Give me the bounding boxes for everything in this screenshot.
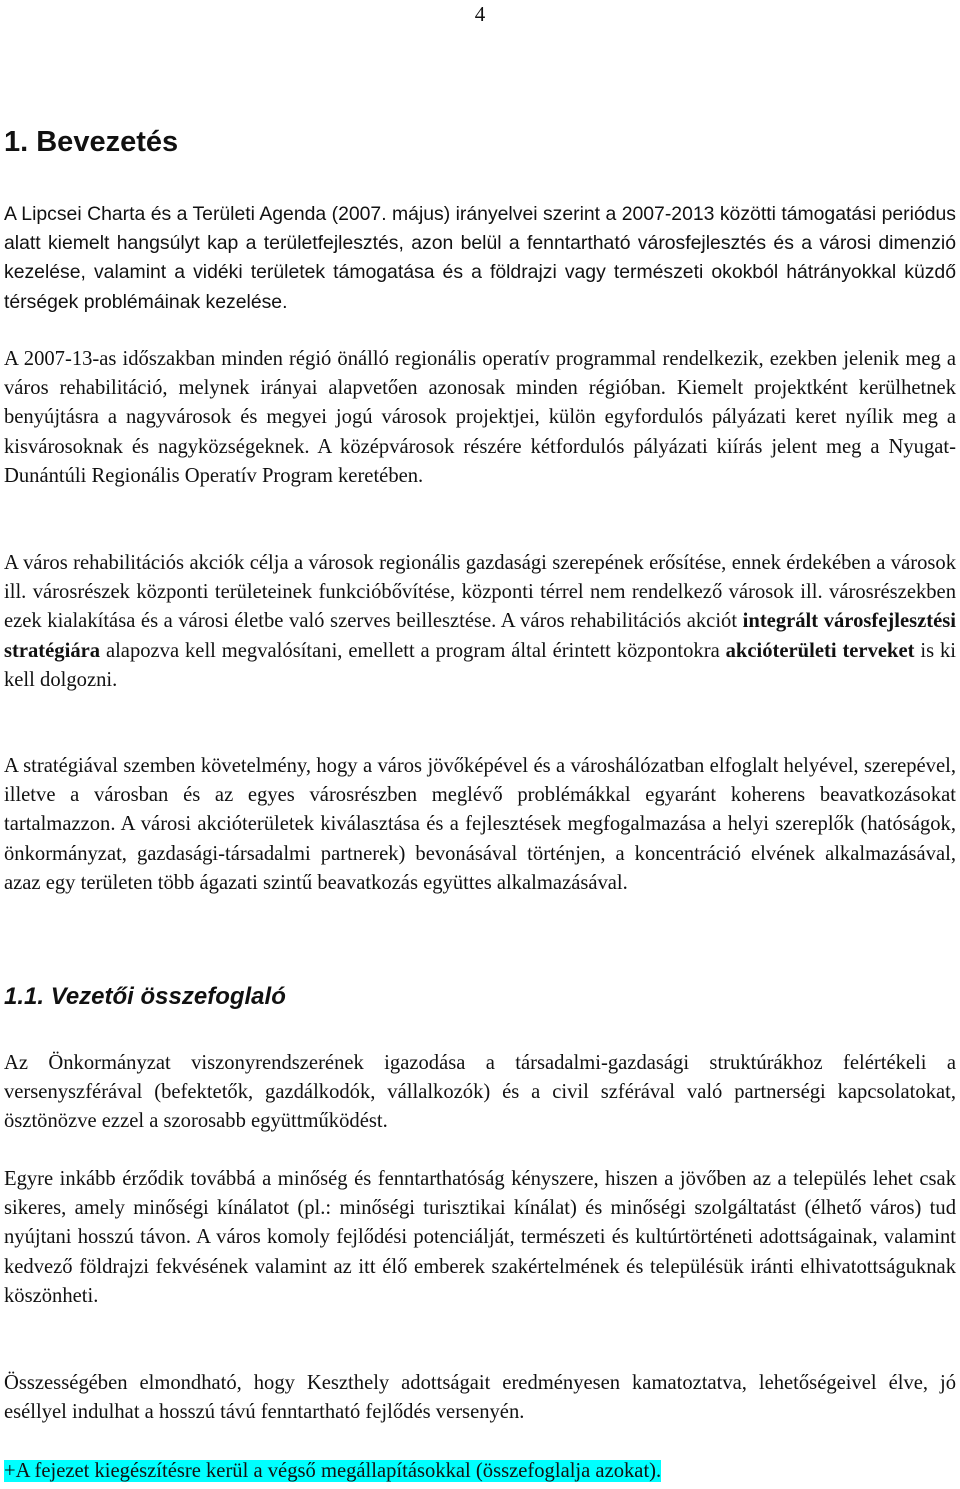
intro-paragraph: A Lipcsei Charta és a Területi Agenda (2007. május) irányelvei szerint a 2007-2013 közötti támogatási periódus alatt kiemelt hangsúlyt kap a területfejlesztés, azon belül a fenntartható városfejlesztés és a városi dimenzió kezelése, valamint a vidéki területek támogatása és a földrajzi vagy természeti okokból hátrányokkal küzdő térségek problémáinak kezelése. [4, 203, 956, 313]
highlighted-note: +A fejezet kiegészítésre kerül a végső megállapításokkal (összefoglalja azokat). [4, 1460, 662, 1482]
quality-paragraph: Egyre inkább érződik továbbá a minőség és fenntarthatóság kényszere, hiszen a jövőben az a település lehet csak sikeres, amely minőségi kínálatot (pl.: minőségi turisztikai kínálat) és minőségi szolgáltatást (élhető város) tud nyújtani hosszú távon. A város komoly fejlődési potenciálját, természeti és kultúrtörténeti adottságainak, valamint kedvező földrajzi fekvésének valamint az itt élő emberek szakértelmének és településük iránti elhivatottságuknak köszönheti. [4, 1168, 956, 1307]
rehab-text-2: alapozva kell megvalósítani, emellett a program által érintett központokra [100, 639, 726, 662]
rehab-text-3: is ki kell dolgozni. [4, 639, 956, 691]
strategy-requirements-paragraph: A stratégiával szemben követelmény, hogy a város jövőképével és a városhálózatban elfoglalt helyével, szerepével, illetve a városban és az egyes városrészben meglévő problémákkal egyaránt koherens beavatkozásokat tartalmazzon. A városi akcióterületek kiválasztása és a fejlesztések megfogalmazása a helyi szereplők (hatóságok, önkormányzat, gazdasági-társadalmi partnerek) bevonásával történjen, a koncentráció elvének alkalmazásával, azaz egy területen több ágazati szintű beavatkozás együttes alkalmazásával. [4, 755, 956, 894]
regional-programs-paragraph: A 2007-13-as időszakban minden régió önálló regionális operatív programmal rendelkezik, ezekben jelenik meg a város rehabilitáció, melynek irányai alapvetően azonosak minden régióban. Kiemelt projektként kerülhetnek benyújtásra a nagyvárosok és megyei jogú városok projektjei, külön egyfordulós pályázati keret nyílik meg a kisvárosoknak és nagyközségeknek. A középvárosok részére kétfordulós pályázati kiírás jelent meg a Nyugat-Dunántúli Regionális Operatív Program keretében. [4, 348, 956, 487]
rehab-bold-plans: akcióterületi terveket [725, 639, 915, 662]
page-number: 4 [474, 2, 486, 26]
note-paragraph [4, 1457, 956, 1486]
rehab-text-1: A város rehabilitációs akciók célja a városok regionális gazdasági szerepének erősítése, ennek érdekében a városok ill. városrészek központi területeinek funkcióbővítése, központi térrel nem rendelkező városok ill. városrészekben ezek kialakítása és a városi életbe való szerves beillesztése. A város rehabilitációs akciót [4, 552, 956, 633]
rehab-bold-strategy: integrált városfejlesztési stratégiára [4, 610, 956, 662]
rehabilitation-goals-paragraph [4, 549, 956, 695]
summary-paragraph: Összességében elmondható, hogy Keszthely adottságait eredményesen kamatoztatva, lehetőségeivel élve, jó eséllyel indulhat a hosszú távú fenntartható fejlődés versenyén. [4, 1372, 956, 1424]
partnership-paragraph: Az Önkormányzat viszonyrendszerének igazodása a társadalmi-gazdasági struktúrákhoz felértékeli a versenyszférával (befektetők, gazdálkodók, vállalkozók) és a civil szférával való partnerségi kapcsolatokat, ösztönözve ezzel a szorosabb együttműködést. [4, 1052, 956, 1133]
chapter-heading: 1. Bevezetés [4, 126, 179, 158]
section-heading: 1.1. Vezetői összefoglaló [4, 983, 286, 1010]
